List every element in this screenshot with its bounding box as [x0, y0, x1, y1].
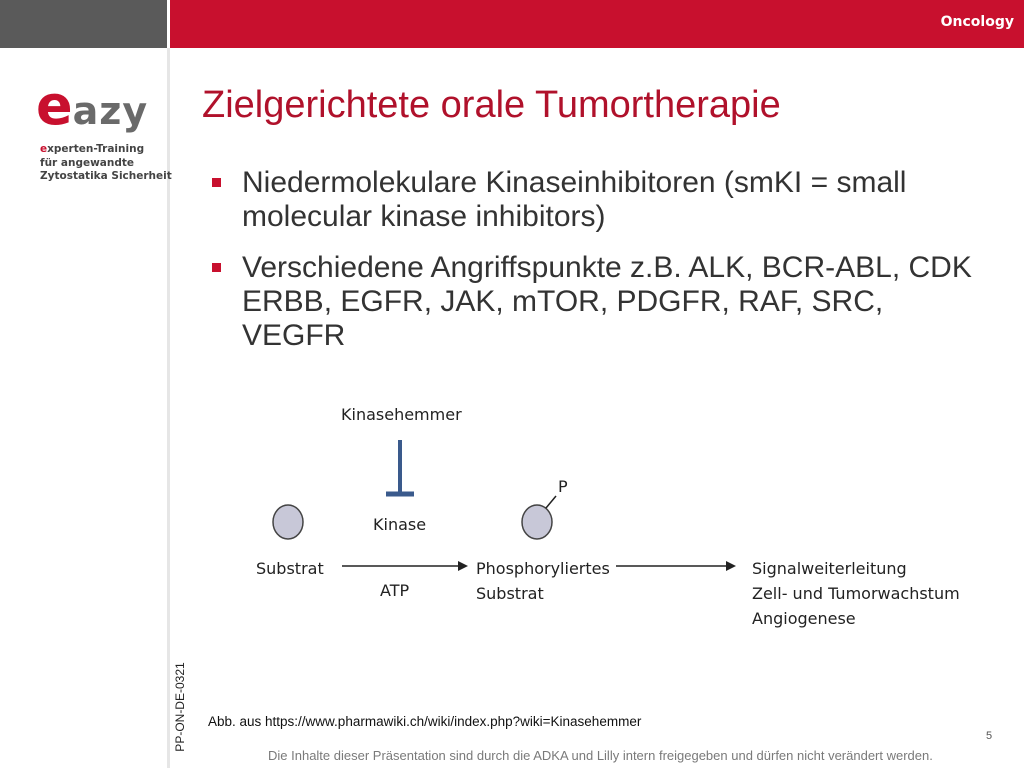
- phosphate-link: [546, 496, 556, 508]
- footer-disclaimer: Die Inhalte dieser Präsentation sind durch die ADKA und Lilly intern freigegeben und dürfen nicht verändert werden.: [268, 748, 933, 763]
- bullet-square-icon: [212, 178, 221, 187]
- logo-e: e: [36, 74, 73, 137]
- figure-caption: Abb. aus https://www.pharmawiki.ch/wiki/index.php?wiki=Kinasehemmer: [208, 714, 642, 729]
- phosphate-label: P: [558, 477, 568, 496]
- bullet-square-icon: [212, 263, 221, 272]
- bullet-text: Niedermolekulare Kinaseinhibitoren (smKI = small molecular kinase inhibitors): [242, 166, 907, 233]
- signal-arrowhead: [726, 561, 736, 571]
- slide-title: Zielgerichtete orale Tumortherapie: [202, 84, 781, 126]
- tagline-line-3: Zytostatika Sicherheit: [40, 170, 172, 182]
- logo-tagline: [40, 143, 172, 184]
- logo-azy: azy: [72, 89, 149, 133]
- page-number: 5: [986, 730, 993, 742]
- substrate-circle: [273, 505, 303, 539]
- inhibitor-label: Kinasehemmer: [341, 405, 462, 424]
- header-gray-bar: [0, 0, 167, 48]
- bullet-item: [212, 166, 982, 234]
- phospho-label-1: Phosphoryliertes: [476, 559, 610, 578]
- substrate-label: Substrat: [256, 559, 324, 578]
- document-code: PP-ON-DE-0321: [173, 662, 187, 752]
- outcome-signal: Signalweiterleitung: [752, 559, 907, 578]
- eazy-logo: [36, 74, 149, 137]
- reaction-arrowhead: [458, 561, 468, 571]
- tagline-line-2: für angewandte: [40, 156, 134, 169]
- kinase-diagram: [236, 396, 966, 644]
- atp-label: ATP: [380, 581, 410, 600]
- bullet-text: Verschiedene Angriffspunkte z.B. ALK, BCR-ABL, CDK ERBB, EGFR, JAK, mTOR, PDGFR, RAF, SRC, VEGFR: [242, 251, 972, 352]
- kinase-label: Kinase: [373, 515, 427, 534]
- tagline-initial: e: [40, 143, 48, 155]
- bullet-item: [212, 251, 982, 353]
- outcome-angiogenesis: Angiogenese: [752, 609, 856, 628]
- bullet-list: [212, 166, 982, 370]
- tagline-line-1: xperten-Training: [47, 143, 145, 155]
- outcome-growth: Zell- und Tumorwachstum: [752, 584, 960, 603]
- phospho-label-2: Substrat: [476, 584, 544, 603]
- header-red-bar: [170, 0, 1024, 48]
- phospho-circle: [522, 505, 552, 539]
- section-label: Oncology: [940, 14, 1014, 30]
